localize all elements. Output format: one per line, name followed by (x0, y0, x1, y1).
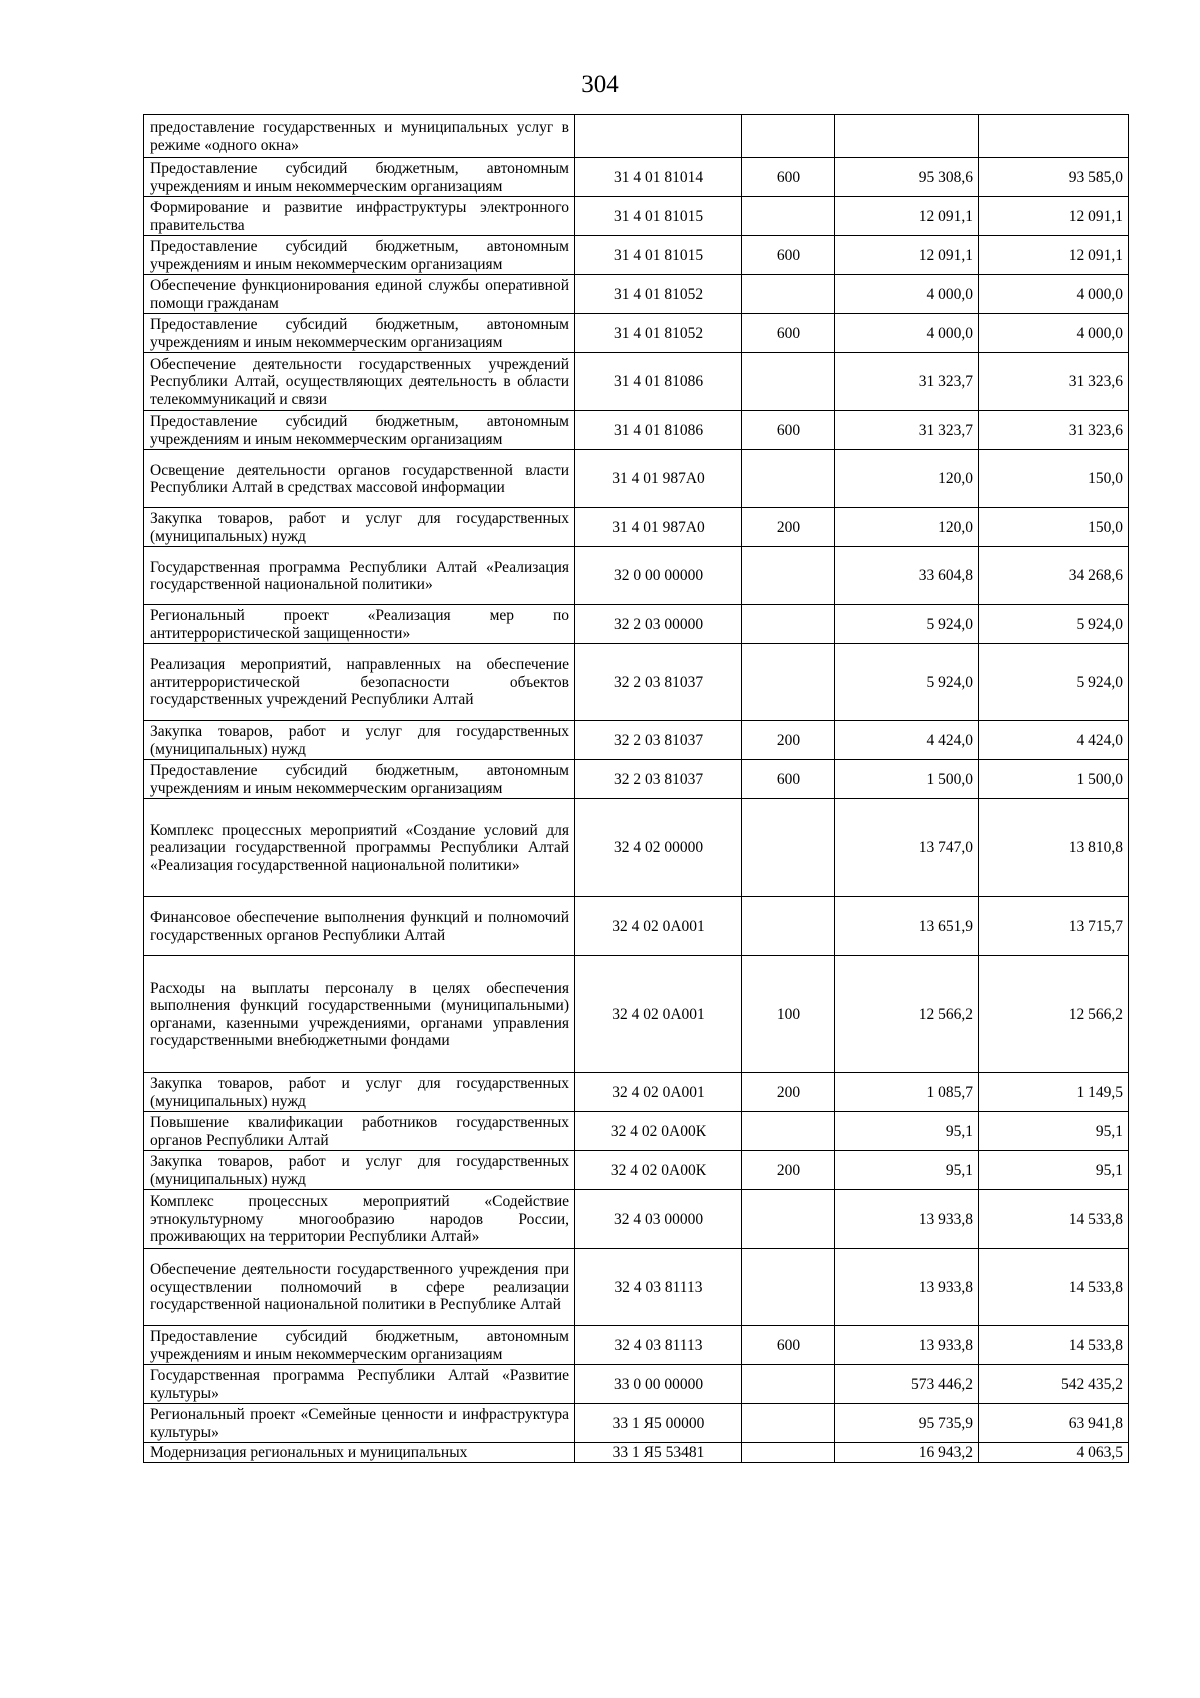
cell-v1: 120,0 (835, 450, 979, 508)
cell-v2: 4 000,0 (979, 275, 1129, 314)
table-row (144, 1365, 1129, 1404)
cell-code: 32 4 02 0А001 (575, 1073, 742, 1112)
cell-type (742, 1443, 835, 1463)
table-row (144, 1190, 1129, 1249)
cell-v2: 31 323,6 (979, 353, 1129, 411)
cell-v1: 95,1 (835, 1151, 979, 1190)
cell-type: 100 (742, 956, 835, 1073)
table-row (144, 158, 1129, 197)
cell-v2: 150,0 (979, 508, 1129, 547)
cell-code: 32 4 02 0А001 (575, 956, 742, 1073)
cell-v1: 4 424,0 (835, 721, 979, 760)
cell-v2: 13 810,8 (979, 799, 1129, 897)
cell-v2: 542 435,2 (979, 1365, 1129, 1404)
table-row (144, 236, 1129, 275)
cell-code (575, 115, 742, 158)
cell-v2: 93 585,0 (979, 158, 1129, 197)
table-row (144, 508, 1129, 547)
cell-v1: 31 323,7 (835, 411, 979, 450)
cell-name: Предоставление субсидий бюджетным, автономным учреждениям и иным некоммерческим организациям (144, 158, 575, 197)
table-row (144, 1151, 1129, 1190)
cell-v1: 12 566,2 (835, 956, 979, 1073)
cell-v2: 95,1 (979, 1112, 1129, 1151)
table-row (144, 1404, 1129, 1443)
cell-v1: 573 446,2 (835, 1365, 979, 1404)
cell-code: 32 4 03 81113 (575, 1249, 742, 1326)
cell-v1: 1 085,7 (835, 1073, 979, 1112)
table-row (144, 644, 1129, 721)
cell-code: 33 1 Я5 53481 (575, 1443, 742, 1463)
table-row (144, 1073, 1129, 1112)
cell-name: Реализация мероприятий, направленных на обеспечение антитеррористической безопасности объектов государственных учреждений Республики Алтай (144, 644, 575, 721)
cell-name: Предоставление субсидий бюджетным, автономным учреждениям и иным некоммерческим организациям (144, 236, 575, 275)
cell-v1: 95,1 (835, 1112, 979, 1151)
table-row (144, 1326, 1129, 1365)
cell-name: Комплекс процессных мероприятий «Содействие этнокультурному многообразию народов России, проживающих на территории Республики Алтай» (144, 1190, 575, 1249)
cell-v2: 4 063,5 (979, 1443, 1129, 1463)
cell-type: 200 (742, 721, 835, 760)
cell-v1: 33 604,8 (835, 547, 979, 605)
cell-name: Региональный проект «Семейные ценности и инфраструктура культуры» (144, 1404, 575, 1443)
cell-name: Закупка товаров, работ и услуг для государственных (муниципальных) нужд (144, 721, 575, 760)
cell-type (742, 547, 835, 605)
cell-name: Расходы на выплаты персоналу в целях обеспечения выполнения функций государственными (муниципальными) органами, казенными учреждениями, органами управления государственными внебюджетными фондами (144, 956, 575, 1073)
cell-v1: 95 735,9 (835, 1404, 979, 1443)
cell-v1: 95 308,6 (835, 158, 979, 197)
cell-v1: 4 000,0 (835, 314, 979, 353)
cell-v1: 12 091,1 (835, 236, 979, 275)
table-row (144, 314, 1129, 353)
cell-code: 31 4 01 81015 (575, 236, 742, 275)
cell-name: Обеспечение деятельности государственного учреждения при осуществлении полномочий в сфере реализации государственной национальной политики в Республике Алтай (144, 1249, 575, 1326)
budget-table-body (144, 115, 1129, 1463)
cell-v1 (835, 115, 979, 158)
cell-v1: 31 323,7 (835, 353, 979, 411)
table-row (144, 799, 1129, 897)
cell-name: Предоставление субсидий бюджетным, автономным учреждениям и иным некоммерческим организациям (144, 760, 575, 799)
table-row (144, 275, 1129, 314)
cell-name: Комплекс процессных мероприятий «Создание условий для реализации государственной программы Республики Алтай «Реализация государственной национальной политики» (144, 799, 575, 897)
cell-type: 600 (742, 236, 835, 275)
cell-type (742, 1249, 835, 1326)
cell-type (742, 1404, 835, 1443)
cell-v1: 13 651,9 (835, 897, 979, 956)
cell-v1: 5 924,0 (835, 605, 979, 644)
cell-v1: 13 933,8 (835, 1190, 979, 1249)
table-row (144, 605, 1129, 644)
cell-type: 600 (742, 158, 835, 197)
cell-v1: 120,0 (835, 508, 979, 547)
cell-type (742, 1190, 835, 1249)
cell-v1: 12 091,1 (835, 197, 979, 236)
cell-name: Освещение деятельности органов государственной власти Республики Алтай в средствах массовой информации (144, 450, 575, 508)
cell-type (742, 197, 835, 236)
table-row (144, 1249, 1129, 1326)
cell-code: 31 4 01 81014 (575, 158, 742, 197)
cell-name: Региональный проект «Реализация мер по антитеррористической защищенности» (144, 605, 575, 644)
cell-type: 200 (742, 508, 835, 547)
page-number: 304 (581, 71, 619, 98)
cell-v1: 1 500,0 (835, 760, 979, 799)
cell-name: Предоставление субсидий бюджетным, автономным учреждениям и иным некоммерческим организациям (144, 1326, 575, 1365)
cell-code: 32 0 00 00000 (575, 547, 742, 605)
cell-v1: 13 747,0 (835, 799, 979, 897)
cell-v1: 16 943,2 (835, 1443, 979, 1463)
cell-v2: 14 533,8 (979, 1326, 1129, 1365)
cell-v2: 14 533,8 (979, 1249, 1129, 1326)
cell-type (742, 353, 835, 411)
cell-v2: 34 268,6 (979, 547, 1129, 605)
cell-v2 (979, 115, 1129, 158)
cell-type (742, 605, 835, 644)
cell-type: 600 (742, 314, 835, 353)
cell-v2: 4 000,0 (979, 314, 1129, 353)
cell-type (742, 115, 835, 158)
table-row (144, 411, 1129, 450)
cell-v2: 63 941,8 (979, 1404, 1129, 1443)
cell-type (742, 1365, 835, 1404)
table-row (144, 353, 1129, 411)
cell-code: 33 0 00 00000 (575, 1365, 742, 1404)
budget-table (143, 114, 1129, 1463)
cell-v2: 4 424,0 (979, 721, 1129, 760)
cell-v1: 13 933,8 (835, 1249, 979, 1326)
cell-v2: 12 566,2 (979, 956, 1129, 1073)
cell-code: 31 4 01 81086 (575, 353, 742, 411)
table-row (144, 956, 1129, 1073)
cell-type (742, 275, 835, 314)
cell-type: 200 (742, 1073, 835, 1112)
cell-name: Модернизация региональных и муниципальных (144, 1443, 575, 1463)
cell-v2: 1 149,5 (979, 1073, 1129, 1112)
cell-v2: 13 715,7 (979, 897, 1129, 956)
cell-name: Повышение квалификации работников государственных органов Республики Алтай (144, 1112, 575, 1151)
cell-code: 32 4 02 00000 (575, 799, 742, 897)
table-row (144, 760, 1129, 799)
cell-code: 31 4 01 81052 (575, 275, 742, 314)
table-row (144, 450, 1129, 508)
cell-v2: 12 091,1 (979, 236, 1129, 275)
table-row (144, 547, 1129, 605)
cell-code: 32 2 03 81037 (575, 760, 742, 799)
table-row (144, 721, 1129, 760)
cell-code: 32 4 02 0А001 (575, 897, 742, 956)
cell-name: Предоставление субсидий бюджетным, автономным учреждениям и иным некоммерческим организациям (144, 314, 575, 353)
cell-v2: 12 091,1 (979, 197, 1129, 236)
cell-v2: 14 533,8 (979, 1190, 1129, 1249)
cell-name: Обеспечение функционирования единой службы оперативной помощи гражданам (144, 275, 575, 314)
cell-code: 32 2 03 81037 (575, 721, 742, 760)
table-row (144, 115, 1129, 158)
cell-code: 31 4 01 81015 (575, 197, 742, 236)
cell-code: 32 4 02 0А00К (575, 1112, 742, 1151)
cell-name: Формирование и развитие инфраструктуры электронного правительства (144, 197, 575, 236)
cell-code: 33 1 Я5 00000 (575, 1404, 742, 1443)
cell-code: 32 4 03 81113 (575, 1326, 742, 1365)
cell-name: Государственная программа Республики Алтай «Развитие культуры» (144, 1365, 575, 1404)
cell-type: 600 (742, 760, 835, 799)
cell-type (742, 1112, 835, 1151)
table-row (144, 897, 1129, 956)
cell-name: Финансовое обеспечение выполнения функций и полномочий государственных органов Республики Алтай (144, 897, 575, 956)
cell-v2: 150,0 (979, 450, 1129, 508)
cell-code: 32 4 03 00000 (575, 1190, 742, 1249)
cell-v2: 95,1 (979, 1151, 1129, 1190)
cell-name: Закупка товаров, работ и услуг для государственных (муниципальных) нужд (144, 1073, 575, 1112)
cell-type: 600 (742, 1326, 835, 1365)
cell-v2: 1 500,0 (979, 760, 1129, 799)
cell-name: Закупка товаров, работ и услуг для государственных (муниципальных) нужд (144, 1151, 575, 1190)
table-row (144, 197, 1129, 236)
cell-v2: 31 323,6 (979, 411, 1129, 450)
cell-v1: 5 924,0 (835, 644, 979, 721)
cell-v2: 5 924,0 (979, 644, 1129, 721)
cell-code: 32 2 03 81037 (575, 644, 742, 721)
cell-name: Государственная программа Республики Алтай «Реализация государственной национальной политики» (144, 547, 575, 605)
cell-code: 32 4 02 0А00К (575, 1151, 742, 1190)
cell-v1: 4 000,0 (835, 275, 979, 314)
cell-type: 200 (742, 1151, 835, 1190)
cell-name: предоставление государственных и муниципальных услуг в режиме «одного окна» (144, 115, 575, 158)
cell-type: 600 (742, 411, 835, 450)
table-row (144, 1443, 1129, 1463)
cell-code: 31 4 01 987А0 (575, 450, 742, 508)
cell-type (742, 799, 835, 897)
cell-type (742, 897, 835, 956)
cell-code: 32 2 03 00000 (575, 605, 742, 644)
cell-code: 31 4 01 81052 (575, 314, 742, 353)
cell-name: Закупка товаров, работ и услуг для государственных (муниципальных) нужд (144, 508, 575, 547)
cell-name: Обеспечение деятельности государственных учреждений Республики Алтай, осуществляющих деятельность в области телекоммуникаций и связи (144, 353, 575, 411)
cell-v2: 5 924,0 (979, 605, 1129, 644)
cell-code: 31 4 01 81086 (575, 411, 742, 450)
cell-name: Предоставление субсидий бюджетным, автономным учреждениям и иным некоммерческим организациям (144, 411, 575, 450)
table-row (144, 1112, 1129, 1151)
cell-type (742, 450, 835, 508)
cell-type (742, 644, 835, 721)
cell-code: 31 4 01 987А0 (575, 508, 742, 547)
cell-v1: 13 933,8 (835, 1326, 979, 1365)
